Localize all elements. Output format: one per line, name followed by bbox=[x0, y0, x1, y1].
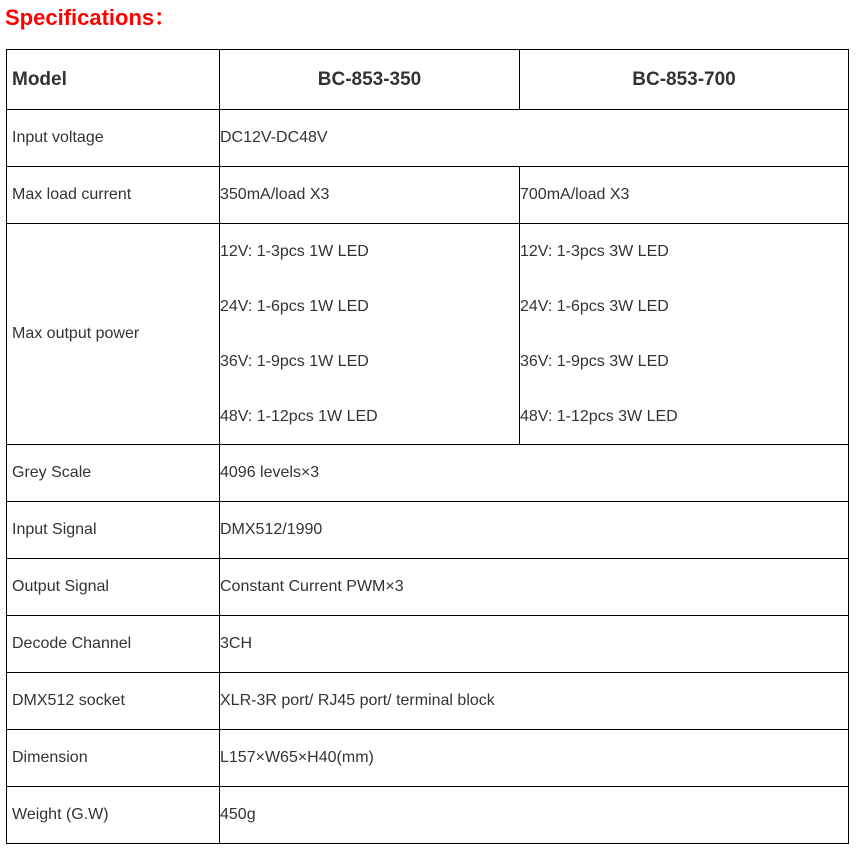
input-voltage-value: DC12V-DC48V bbox=[220, 110, 849, 167]
model-header-label: Model bbox=[7, 50, 220, 110]
model-name-350: BC-853-350 bbox=[220, 50, 520, 110]
table-row bbox=[7, 224, 849, 445]
power-entry: 24V: 1-6pcs 3W LED bbox=[520, 298, 669, 315]
power-entry: 12V: 1-3pcs 3W LED bbox=[520, 243, 669, 260]
table-row bbox=[7, 787, 849, 844]
max-output-power-700 bbox=[520, 224, 849, 445]
table-row bbox=[7, 110, 849, 167]
table-row bbox=[7, 616, 849, 673]
output-signal-value: Constant Current PWM×3 bbox=[220, 559, 849, 616]
power-entry: 36V: 1-9pcs 3W LED bbox=[520, 353, 669, 370]
row-label-input-signal: Input Signal bbox=[7, 502, 220, 559]
table-row bbox=[7, 730, 849, 787]
table-row bbox=[7, 445, 849, 502]
max-load-current-350: 350mA/load X3 bbox=[220, 167, 520, 224]
page-heading: Specifications： bbox=[5, 5, 177, 30]
power-entry: 24V: 1-6pcs 1W LED bbox=[220, 298, 369, 315]
max-output-power-350 bbox=[220, 224, 520, 445]
row-label-dimension: Dimension bbox=[7, 730, 220, 787]
row-label-dmx512-socket: DMX512 socket bbox=[7, 673, 220, 730]
table-row bbox=[7, 167, 849, 224]
power-entry: 12V: 1-3pcs 1W LED bbox=[220, 243, 369, 260]
row-label-grey-scale: Grey Scale bbox=[7, 445, 220, 502]
power-entry: 48V: 1-12pcs 1W LED bbox=[220, 408, 378, 425]
grey-scale-value: 4096 levels×3 bbox=[220, 445, 849, 502]
weight-value: 450g bbox=[220, 787, 849, 844]
table-row bbox=[7, 673, 849, 730]
row-label-weight: Weight (G.W) bbox=[7, 787, 220, 844]
input-signal-value: DMX512/1990 bbox=[220, 502, 849, 559]
model-name-700: BC-853-700 bbox=[520, 50, 849, 110]
row-label-max-output-power: Max output power bbox=[7, 224, 220, 445]
specifications-table bbox=[6, 49, 849, 844]
dimension-value: L157×W65×H40(mm) bbox=[220, 730, 849, 787]
table-row bbox=[7, 502, 849, 559]
power-entry: 36V: 1-9pcs 1W LED bbox=[220, 353, 369, 370]
table-header-row bbox=[7, 50, 849, 110]
dmx512-socket-value: XLR-3R port/ RJ45 port/ terminal block bbox=[220, 673, 849, 730]
row-label-max-load-current: Max load current bbox=[7, 167, 220, 224]
table-row bbox=[7, 559, 849, 616]
power-entry: 48V: 1-12pcs 3W LED bbox=[520, 408, 678, 425]
row-label-output-signal: Output Signal bbox=[7, 559, 220, 616]
row-label-decode-channel: Decode Channel bbox=[7, 616, 220, 673]
row-label-input-voltage: Input voltage bbox=[7, 110, 220, 167]
decode-channel-value: 3CH bbox=[220, 616, 849, 673]
max-load-current-700: 700mA/load X3 bbox=[520, 167, 849, 224]
